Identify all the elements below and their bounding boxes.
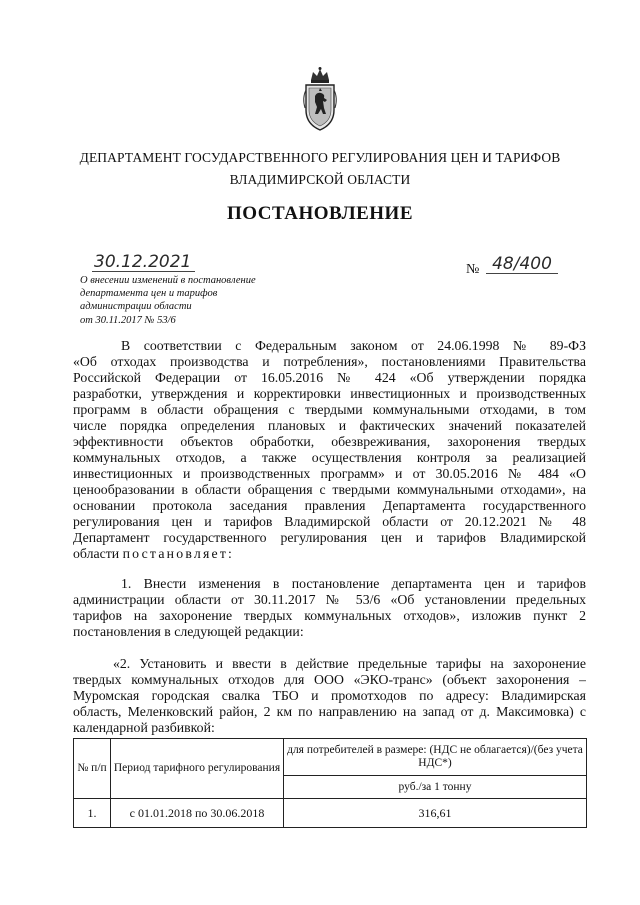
text-line: 1. Внести изменения в постановление департамента цен и тарифов <box>121 576 586 591</box>
subject-line: О внесении изменений в постановление <box>80 275 256 286</box>
number-label: № <box>466 262 480 277</box>
text-line: «Об отходах производства и потребления», постановлениями Правительства <box>73 354 586 369</box>
text-line: Российской Федерации от 16.05.2016 № 424 «Об утверждении порядка <box>73 370 586 385</box>
document-number: 48/400 <box>486 255 558 274</box>
text-line: твердых коммунальных отходов для ООО «ЭКО-транс» (объект захоронения – <box>73 672 586 687</box>
text-line: область, Меленковский район, 2 км по направлению на запад от д. Максимовка) с <box>73 704 586 719</box>
table-row <box>74 799 587 828</box>
cell-num: 1. <box>74 799 111 828</box>
department-name-line1: ДЕПАРТАМЕНТ ГОСУДАРСТВЕННОГО РЕГУЛИРОВАНИЯ ЦЕН И ТАРИФОВ <box>79 150 561 165</box>
cell-period: с 01.01.2018 по 30.06.2018 <box>111 799 284 828</box>
text-line: регулирования цен и тарифов Владимирской области от 20.12.2021 № 48 <box>73 514 586 529</box>
text-line: Департамент государственного регулирования цен и тарифов Владимирской <box>73 530 586 545</box>
tariff-table <box>73 738 587 828</box>
clause-1-paragraph <box>73 576 586 640</box>
text-line: коммунальных отходов, а также осуществления контроля за реализацией <box>73 450 586 465</box>
text-fragment: области <box>73 546 123 561</box>
text-line: разработки, утверждения и корректировки инвестиционных и производственных <box>73 386 586 401</box>
document-title: ПОСТАНОВЛЕНИЕ <box>226 203 414 224</box>
text-line: основании протокола заседания правления Департамента государственного <box>73 498 586 513</box>
subject-line: департамента цен и тарифов <box>80 288 218 300</box>
preamble-paragraph <box>73 338 586 562</box>
text-line: администрации области от 30.11.2017 № 53/6 «Об установлении предельных <box>73 592 586 607</box>
text-line <box>73 546 586 562</box>
text-line: тарифов на захоронение твердых коммунальных отходов», изложив пункт 2 <box>73 608 586 623</box>
text-line: постановления в следующей редакции: <box>73 624 304 639</box>
header-unit: руб./за 1 тонну <box>284 776 587 799</box>
text-line: календарной разбивкой: <box>73 720 215 735</box>
text-line: ценообразовании в области обращения с твердыми коммунальными отходами», на <box>73 482 586 497</box>
text-line: эффективности объектов обработки, обезвреживания, захоронения твердых <box>73 434 586 449</box>
table-header-row <box>74 739 587 776</box>
text-line: числе порядка определения плановых и фактических значений показателей <box>73 418 586 433</box>
text-line: В соответствии с Федеральным законом от 24.06.1998 № 89-ФЗ <box>121 338 586 353</box>
header-num: № п/п <box>74 739 111 799</box>
department-name-line2: ВЛАДИМИРСКОЙ ОБЛАСТИ <box>229 172 411 187</box>
text-line: инвестиционных и производственных программ» и от 30.05.2016 № 484 «О <box>73 466 586 481</box>
document-date: 30.12.2021 <box>92 253 195 272</box>
clause-2-paragraph <box>73 656 586 736</box>
coat-of-arms-icon <box>301 66 339 132</box>
header-consumers: для потребителей в размере: (НДС не облагается)/(без учета НДС*) <box>284 739 587 776</box>
header-period: Период тарифного регулирования <box>111 739 284 799</box>
cell-value: 316,61 <box>284 799 587 828</box>
subject-line: от 30.11.2017 № 53/6 <box>80 314 176 326</box>
text-line: «2. Установить и ввести в действие предельные тарифы на захоронение <box>113 656 586 671</box>
text-line: Муромская городская свалка ТБО и промотходов по адресу: Владимирская <box>73 688 586 703</box>
resolves-word: постановляет: <box>122 546 235 561</box>
text-line: программ в области обращения с твердыми коммунальными отходами, в том <box>73 402 586 417</box>
document-subject <box>80 274 320 327</box>
subject-line: администрации области <box>80 301 192 313</box>
